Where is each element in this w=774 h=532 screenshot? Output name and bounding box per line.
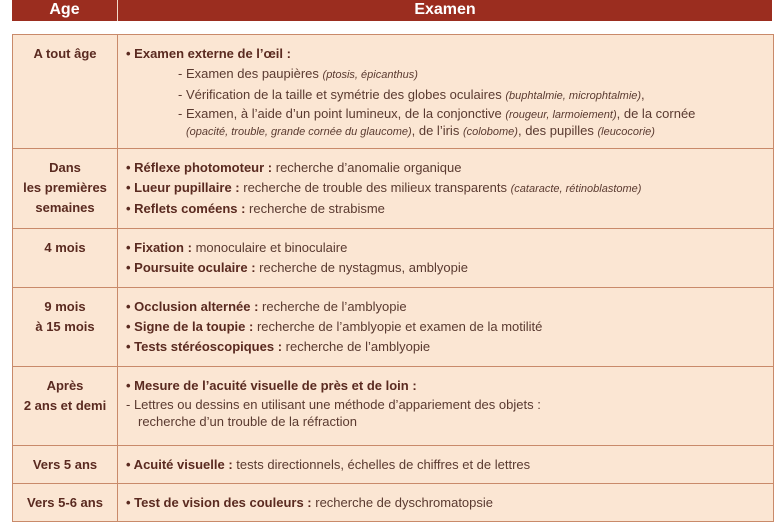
list-item: • Réflexe photomoteur : recherche d’anomalie organique	[126, 160, 462, 175]
list-item: • Occlusion alternée : recherche de l’amblyopie	[126, 299, 407, 314]
list-item: • Signe de la toupie : recherche de l’amblyopie et examen de la motilité	[126, 319, 543, 334]
exam-cell	[118, 149, 773, 228]
exam-cell	[118, 229, 773, 287]
age-cell: Vers 5-6 ans	[13, 484, 118, 521]
exam-cell	[118, 288, 773, 366]
age-cell: Après 2 ans et demi	[13, 367, 118, 445]
sub-item: - Examen, à l’aide d’un point lumineux, de la conjonctive (rougeur, larmoiement), de la cornée (opacité, trouble, grande cornée du glaucome), de l’iris (colobome), des pupilles (leucocorie)	[178, 106, 696, 138]
age-cell: A tout âge	[13, 35, 118, 148]
list-item: • Reflets coméens : recherche de strabisme	[126, 201, 385, 216]
exam-cell	[118, 446, 773, 483]
age-cell: Vers 5 ans	[13, 446, 118, 483]
exam-cell	[118, 484, 773, 521]
age-cell: 9 mois à 15 mois	[13, 288, 118, 366]
age-cell: 4 mois	[13, 229, 118, 287]
header-exam: Examen	[414, 1, 476, 18]
exam-table	[12, 34, 774, 522]
list-item: • Test de vision des couleurs : recherche de dyschromatopsie	[126, 495, 494, 510]
table-row	[13, 484, 773, 522]
list-item: • Acuité visuelle : tests directionnels, échelles de chiffres et de lettres	[126, 457, 531, 472]
table-row	[13, 367, 773, 446]
list-item: • Fixation : monoculaire et binoculaire	[126, 240, 348, 255]
list-item: • Lueur pupillaire : recherche de trouble des milieux transparents (cataracte, rétinoblastome)	[126, 180, 642, 195]
exam-cell	[118, 367, 773, 445]
table-row	[13, 446, 773, 484]
list-item: • Tests stéréoscopiques : recherche de l’amblyopie	[126, 339, 431, 354]
exam-title: • Examen externe de l’œil :	[126, 46, 291, 61]
sub-item: - Examen des paupières (ptosis, épicanthus)	[178, 66, 418, 81]
table-row	[13, 149, 773, 229]
header-age: Age	[12, 0, 118, 21]
exam-cell	[118, 35, 773, 148]
age-cell: Dans les premières semaines	[13, 149, 118, 228]
table-row	[13, 229, 773, 288]
sub-item: - Vérification de la taille et symétrie des globes oculaires (buphtalmie, microphtalmie),	[178, 87, 645, 102]
list-item: • Mesure de l’acuité visuelle de près et de loin :	[126, 378, 417, 393]
table-row	[13, 35, 773, 149]
sub-item: - Lettres ou dessins en utilisant une méthode d’appariement des objets : recherche d’un trouble de la réfraction	[126, 397, 541, 429]
table-row	[13, 288, 773, 367]
table-header	[12, 0, 772, 21]
list-item: • Poursuite oculaire : recherche de nystagmus, amblyopie	[126, 260, 468, 275]
